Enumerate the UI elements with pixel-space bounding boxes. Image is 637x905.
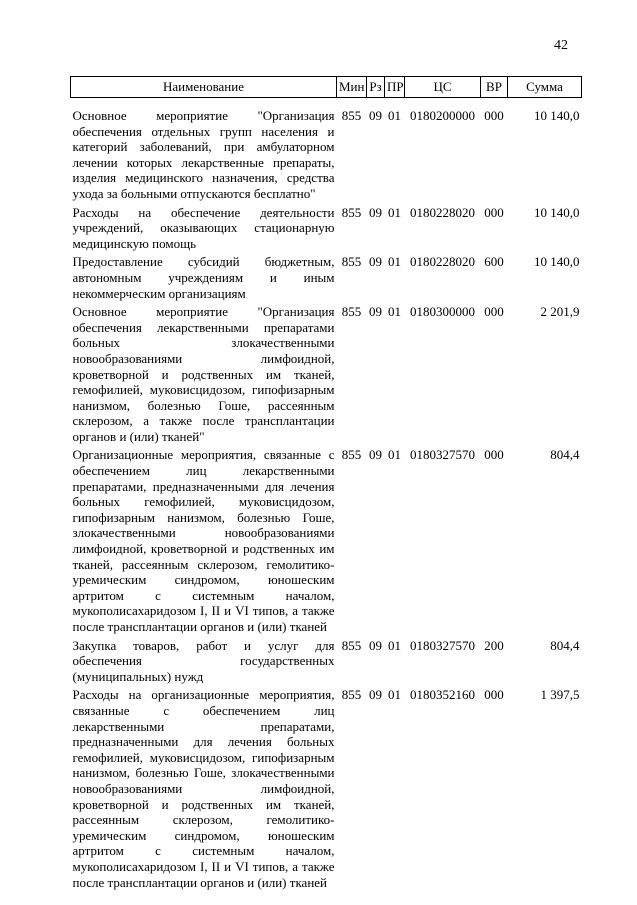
row-vr: 600 (484, 254, 504, 270)
row-pr: 01 (388, 687, 401, 703)
row-sum: 804,4 (550, 447, 580, 463)
row-sum: 10 140,0 (534, 204, 580, 220)
header-sum: Сумма (508, 77, 582, 98)
row-cs: 0180327570 (410, 637, 475, 653)
row-vr: 000 (484, 447, 504, 463)
row-name: Предоставление субсидий бюджетным, автономным учреждениям и иным некоммерческим организациям (72, 254, 335, 301)
row-name: Организационные мероприятия, связанные с обеспечением лиц лекарственными препаратами, предназначенными для лечения больных гемофилией, муковисцидозом, гипофизарным нанизмом, болезнью Гоше, злокачественными новообразованиями лимфоидной, кроветворной и родственных им тканей, рассеянным склерозом, гемолитико-уремическим синдромом, юношеским артритом с системным началом, мукополисахаридозом I, II и VI типов, а также после трансплантации органов и (или) тканей (72, 447, 335, 634)
row-name: Расходы на организационные мероприятия, связанные с обеспечением лиц лекарственными препаратами, предназначенными для лечения больных гемофилией, муковисцидозом, гипофизарным нанизмом, болезнью Гоше, злокачественными новообразованиями лимфоидной, кроветворной и родственных им тканей, рассеянным склерозом, гемолитико-уремическим синдромом, юношеским артритом с системным началом, мукополисахаридозом I, II и VI типов, а также после трансплантации органов и (или) тканей (72, 687, 335, 890)
row-cs: 0180352160 (410, 687, 475, 703)
row-sum: 804,4 (550, 637, 580, 653)
header-name: Наименование (71, 77, 337, 98)
row-min: 855 (341, 254, 362, 270)
row-min: 855 (341, 447, 362, 463)
row-min: 855 (341, 304, 362, 320)
row-pr: 01 (388, 204, 401, 220)
row-cs: 0180300000 (410, 304, 475, 320)
row-cs: 0180228020 (410, 254, 475, 270)
row-pr: 01 (388, 254, 401, 270)
row-pr: 01 (388, 447, 401, 463)
header-pr: ПР (385, 77, 405, 98)
row-min: 855 (341, 637, 362, 653)
row-sum: 1 397,5 (540, 687, 580, 703)
table-row (71, 98, 582, 205)
row-vr: 000 (484, 687, 504, 703)
row-rz: 09 (369, 108, 382, 123)
row-vr: 000 (484, 108, 504, 123)
row-rz: 09 (369, 304, 382, 320)
row-vr: 000 (484, 304, 504, 320)
row-vr: 200 (484, 637, 504, 653)
row-min: 855 (341, 687, 362, 703)
row-name: Закупка товаров, работ и услуг для обеспечения государственных (муниципальных) нужд (72, 637, 335, 684)
table-header-row (71, 77, 582, 98)
budget-table (70, 76, 582, 893)
page-number: 42 (554, 38, 568, 53)
table-row (71, 254, 582, 304)
row-vr: 000 (484, 204, 504, 220)
row-cs: 0180327570 (410, 447, 475, 463)
row-name: Основное мероприятие "Организация обеспечения лекарственными препаратами больных злокачественными новообразованиями лимфоидной, кроветворной и родственных им тканей, гемофилией, муковисцидозом, гипофизарным нанизмом, болезнью Гоше, рассеянным склерозом, а также после трансплантации органов и (или) тканей" (72, 304, 335, 444)
row-sum: 2 201,9 (540, 304, 580, 320)
row-pr: 01 (388, 637, 401, 653)
header-cs: ЦС (405, 77, 481, 98)
row-rz: 09 (369, 447, 382, 463)
row-cs: 0180228020 (410, 204, 475, 220)
row-pr: 01 (388, 304, 401, 320)
row-min: 855 (341, 108, 362, 123)
row-sum: 10 140,0 (534, 108, 580, 123)
table-row (71, 205, 582, 255)
table-row (71, 304, 582, 447)
row-min: 855 (341, 204, 362, 220)
row-name: Основное мероприятие "Организация обеспечения отдельных групп населения и категорий заболеваний, при амбулаторном лечении которых лекарственные препараты, изделия медицинского назначения, средства ухода за больными отпускаются бесплатно" (72, 108, 335, 201)
table-row (71, 447, 582, 637)
header-rz: Рз (367, 77, 385, 98)
table-row (71, 687, 582, 893)
row-name: Расходы на обеспечение деятельности учреждений, оказывающих стационарную медицинскую помощь (72, 204, 335, 251)
row-rz: 09 (369, 637, 382, 653)
table-row (71, 638, 582, 688)
row-rz: 09 (369, 204, 382, 220)
row-rz: 09 (369, 254, 382, 270)
row-sum: 10 140,0 (534, 254, 580, 270)
header-vr: ВР (481, 77, 508, 98)
row-rz: 09 (369, 687, 382, 703)
row-pr: 01 (388, 108, 401, 123)
row-cs: 0180200000 (410, 108, 475, 123)
header-min: Мин (337, 77, 367, 98)
